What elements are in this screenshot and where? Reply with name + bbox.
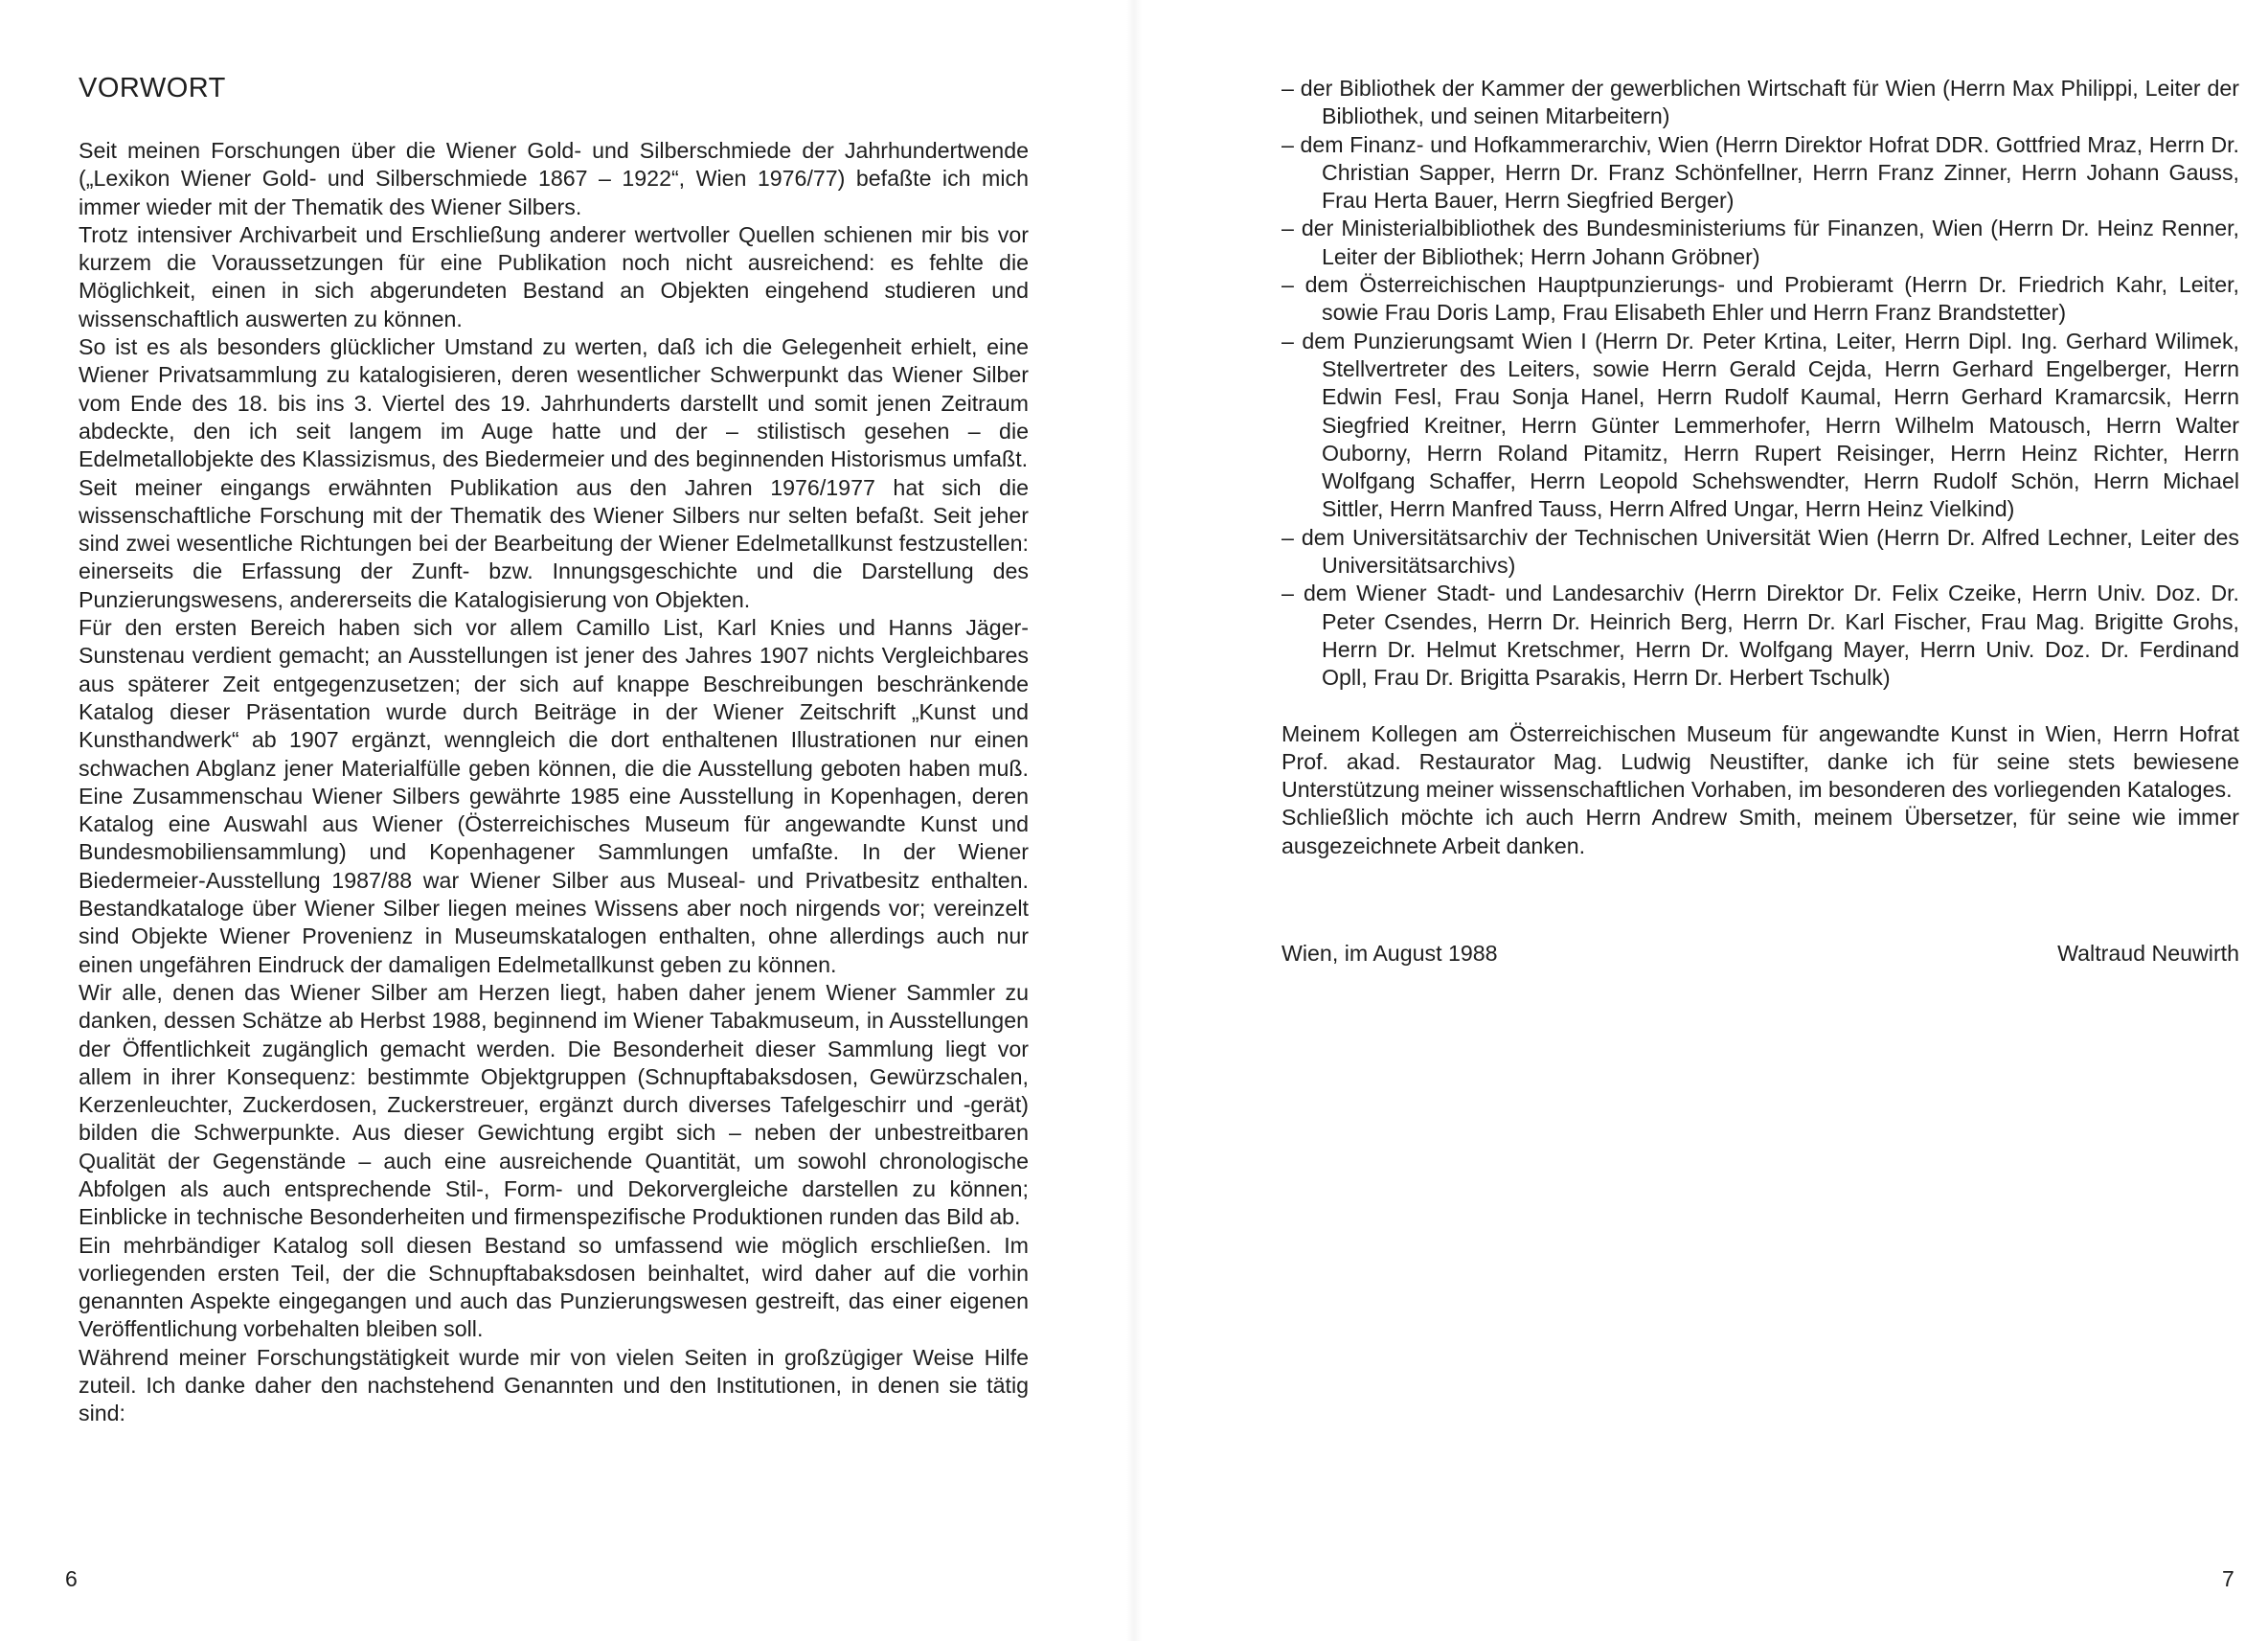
acknowledgements-list	[1281, 75, 2239, 860]
acknowledgement-item: – dem Wiener Stadt- und Landesarchiv (Herrn Direktor Dr. Felix Czeike, Herrn Univ. Doz. Dr. Peter Csendes, Herrn Dr. Heinrich Berg, Herrn Dr. Karl Fischer, Frau Mag. Brigitte Grohs, Herrn Dr. Helmut Kretschmer, Herrn Dr. Wolfgang Mayer, Herrn Univ. Doz. Dr. Ferdinand Opll, Frau Dr. Brigitta Psarakis, Herrn Dr. Herbert Tschulk)	[1281, 581, 2239, 691]
author-signature: Waltraud Neuwirth	[2057, 941, 2239, 966]
foreword-paragraph: Für den ersten Bereich haben sich vor allem Camillo List, Karl Knies und Hanns Jäger-Sunstenau verdient gemacht; an Ausstellungen ist jener des Jahres 1907 nichts Vergleichbares aus späterer Zeit entgegenzusetzen; der sich auf knappe Beschreibungen beschränkende Katalog dieser Präsentation wurde durch Beiträge in der Wiener Zeitschrift „Kunst und Kunsthandwerk“ ab 1907 ergänzt, wenngleich die dort enthaltenen Illustrationen nur einen schwachen Abglanz jener Materialfülle geben können, die die Ausstellung geboten haben muß. Eine Zusammenschau Wiener Silbers gewährte 1985 eine Ausstellung in Kopenhagen, deren Katalog eine Auswahl aus Wiener (Österreichisches Museum für angewandte Kunst und Bundesmobiliensammlung) und Kopenhagener Sammlungen umfaßte. In der Wiener Biedermeier-Ausstellung 1987/88 war Wiener Silber aus Museal- und Privatbesitz enthalten. Bestandkataloge über Wiener Silber liegen meines Wissens aber noch nirgends vor; vereinzelt sind Objekte Wiener Provenienz in Museumskatalogen enthalten, ohne allerdings auch nur einen ungefähren Eindruck der damaligen Edelmetallkunst geben zu können.	[79, 615, 1029, 977]
foreword-paragraph: Während meiner Forschungstätigkeit wurde mir von vielen Seiten in großzügiger Weise Hilfe zuteil. Ich danke daher den nachstehend Genannten und den Institutionen, in denen sie tätig sind:	[79, 1344, 1029, 1426]
foreword-text	[79, 137, 1029, 1428]
foreword-paragraph: Trotz intensiver Archivarbeit und Erschließung anderer wertvoller Quellen schienen mir bis vor kurzem die Voraussetzungen für eine Publikation noch nicht ausreichend: es fehlte die Möglichkeit, einen in sich abgerundeten Bestand an Objekten eingehend studieren und wissenschaftlich auswerten zu können.	[79, 221, 1029, 331]
foreword-paragraph: Ein mehrbändiger Katalog soll diesen Bestand so umfassend wie möglich erschließen. Im vorliegenden ersten Teil, der die Schnupftabaksdosen beinhaltet, wird daher auf die vorhin genannten Aspekte eingegangen und auch das Punzierungswesen gestreift, das einer eigenen Veröffentlichung vorbehalten bleiben soll.	[79, 1232, 1029, 1342]
foreword-paragraph: So ist es als besonders glücklicher Umstand zu werten, daß ich die Gelegenheit erhielt, eine Wiener Privatsammlung zu katalogisieren, deren wesentlicher Schwerpunkt das Wiener Silber vom Ende des 18. bis ins 3. Viertel des 19. Jahrhunderts darstellt und somit jenen Zeitraum abdeckte, den ich seit langem im Auge hatte und der – stilistisch gesehen – die Edelmetallobjekte des Klassizismus, des Biedermeier und des beginnenden Historismus umfaßt.	[79, 334, 1029, 472]
acknowledgement-item: – dem Universitätsarchiv der Technischen Universität Wien (Herrn Dr. Alfred Lechner, Leiter des Universitätsarchivs)	[1281, 524, 2239, 579]
place-date: Wien, im August 1988	[1281, 941, 1498, 966]
page-number-left: 6	[65, 1566, 78, 1591]
page-number-right: 7	[2222, 1566, 2234, 1591]
signature-row	[1281, 940, 2239, 968]
foreword-paragraph: Seit meiner eingangs erwähnten Publikation aus den Jahren 1976/1977 hat sich die wissenschaftliche Forschung mit der Thematik des Wiener Silbers nur selten befaßt. Seit jeher sind zwei wesentliche Richtungen bei der Bearbeitung der Wiener Edelmetallkunst festzustellen: einerseits die Erfassung der Zunft- bzw. Innungsgeschichte und die Darstellung des Punzierungswesens, andererseits die Katalogisierung von Objekten.	[79, 474, 1029, 612]
acknowledgement-item: – der Ministerialbibliothek des Bundesministeriums für Finanzen, Wien (Herrn Dr. Heinz Renner, Leiter der Bibliothek; Herrn Johann Gröbner)	[1281, 216, 2239, 269]
acknowledgement-item: – dem Finanz- und Hofkammerarchiv, Wien (Herrn Direktor Hofrat DDR. Gottfried Mraz, Herrn Dr. Christian Sapper, Herrn Dr. Franz Schönfellner, Herrn Franz Zinner, Herrn Johann Gauss, Frau Herta Bauer, Herrn Siegfried Berger)	[1281, 131, 2239, 214]
foreword-paragraph: Wir alle, denen das Wiener Silber am Herzen liegt, haben daher jenem Wiener Sammler zu danken, dessen Schätze ab Herbst 1988, beginnend im Wiener Tabakmuseum, in Ausstellungen der Öffentlichkeit zugänglich gemacht werden. Die Besonderheit dieser Sammlung liegt vor allem in ihrer Konsequenz: bestimmte Objektgruppen (Schnupftabaksdosen, Gewürzschalen, Kerzenleuchter, Zuckerdosen, Zuckerstreuer, ergänzt durch diverses Tafelgeschirr und -gerät) bilden die Schwerpunkte. Aus dieser Gewichtung ergibt sich – neben der unbestreitbaren Qualität der Gegenstände – auch eine ausreichende Quantität, um sowohl chronologische Abfolgen als auch entsprechende Stil-, Form- und Dekorvergleiche darstellen zu können; Einblicke in technische Besonderheiten und firmenspezifische Produktionen runden das Bild ab.	[79, 979, 1029, 1230]
acknowledgement-item: – der Bibliothek der Kammer der gewerblichen Wirtschaft für Wien (Herrn Max Philippi, Leiter der Bibliothek, und seinen Mitarbeitern)	[1281, 76, 2239, 129]
acknowledgement-item: – dem Österreichischen Hauptpunzierungs- und Probieramt (Herrn Dr. Friedrich Kahr, Leiter, sowie Frau Doris Lamp, Frau Elisabeth Ehler und Herrn Franz Brandstetter)	[1281, 272, 2239, 326]
acknowledgement-item: – dem Punzierungsamt Wien I (Herrn Dr. Peter Krtina, Leiter, Herrn Dipl. Ing. Gerhard Wilimek, Stellvertreter des Leiters, sowie Herrn Gerald Cejda, Herrn Gerhard Engelberger, Herrn Edwin Fesl, Frau Sonja Hanel, Herrn Rudolf Kaumal, Herrn Gerhard Kramarcsik, Herrn Siegfried Kreitner, Herrn Günter Lemmerhofer, Herrn Wilhelm Matousch, Herrn Walter Ouborny, Herrn Roland Pitamitz, Herrn Rupert Reisinger, Herrn Heinz Richter, Herrn Wolfgang Schaffer, Herrn Leopold Schehswendter, Herrn Rudolf Schön, Herrn Michael Sittler, Herrn Manfred Tauss, Herrn Alfred Ungar, Herrn Heinz Vielkind)	[1281, 328, 2239, 522]
foreword-paragraph: Seit meinen Forschungen über die Wiener Gold- und Silberschmiede der Jahrhundertwende („Lexikon Wiener Gold- und Silberschmiede 1867 – 1922“, Wien 1976/77) befaßte ich mich immer wieder mit der Thematik des Wiener Silbers.	[79, 138, 1029, 219]
right-page	[1134, 0, 2268, 1641]
closing-paragraph: Schließlich möchte ich auch Herrn Andrew Smith, meinem Übersetzer, für seine wie immer ausgezeichnete Arbeit danken.	[1281, 805, 2239, 858]
closing-paragraph: Meinem Kollegen am Österreichischen Museum für angewandte Kunst in Wien, Herrn Hofrat Prof. akad. Restaurator Mag. Ludwig Neustifter, danke ich für seine stets bewiesene Unterstützung meiner wissenschaftlichen Vorhaben, im besonderen des vorliegenden Kataloges.	[1281, 720, 2239, 803]
page-heading: VORWORT	[79, 73, 226, 103]
